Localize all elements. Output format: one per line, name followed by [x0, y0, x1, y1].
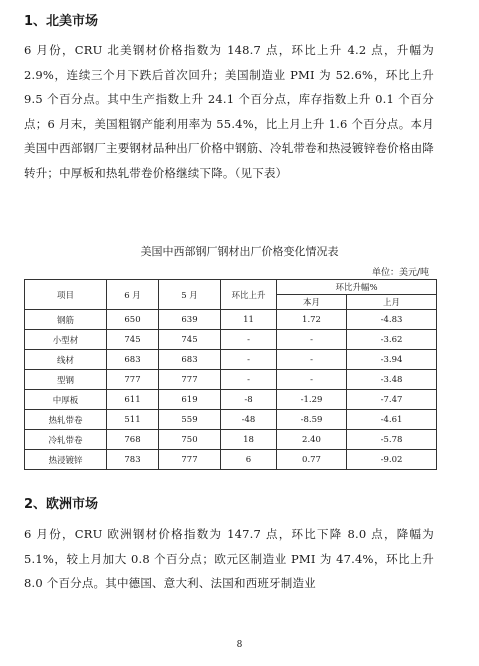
- table-row: [25, 450, 437, 470]
- table-cell: -48: [221, 410, 277, 430]
- table-cell: -: [221, 370, 277, 390]
- table-cell: 745: [159, 330, 221, 350]
- table-cell: -7.47: [347, 390, 437, 410]
- table-cell: -: [277, 370, 347, 390]
- table-cell: 线材: [25, 350, 107, 370]
- table-cell: 559: [159, 410, 221, 430]
- table-cell: -3.94: [347, 350, 437, 370]
- table-cell: 1.72: [277, 310, 347, 330]
- table-cell: 中厚板: [25, 390, 107, 410]
- table-cell: 2.40: [277, 430, 347, 450]
- table-row: [25, 350, 437, 370]
- table-cell: 750: [159, 430, 221, 450]
- table-cell: 745: [107, 330, 159, 350]
- table-cell: -: [221, 350, 277, 370]
- col-header-june: 6 月: [107, 280, 159, 310]
- table-cell: 683: [107, 350, 159, 370]
- col-header-rise: 环比上升: [221, 280, 277, 310]
- table-cell: -3.48: [347, 370, 437, 390]
- table-cell: -8: [221, 390, 277, 410]
- table-cell: 11: [221, 310, 277, 330]
- table-unit: 单位：美元/吨: [371, 268, 429, 278]
- table-row: [25, 430, 437, 450]
- table-cell: 768: [107, 430, 159, 450]
- paragraph: 6 月份，CRU 欧洲钢材价格指数为 147.7 点，环比下降 8.0 点，降幅为 5.1%，较上月加大 0.8 个百分点；欧元区制造业 PMI 为 47.4%，环比上升 8.0 个百分点。其中德国、意大利、法国和西班牙制造业: [24, 527, 434, 590]
- table-row: [25, 410, 437, 430]
- col-header-may: 5 月: [159, 280, 221, 310]
- table-cell: -1.29: [277, 390, 347, 410]
- table-cell: 650: [107, 310, 159, 330]
- table-cell: 683: [159, 350, 221, 370]
- col-header-last-month: 上月: [347, 295, 437, 310]
- section-heading: 2、欧洲市场: [24, 497, 99, 512]
- table-cell: 型钢: [25, 370, 107, 390]
- table-row: [25, 330, 437, 350]
- col-header-item: 项目: [25, 280, 107, 310]
- table-cell: -8.59: [277, 410, 347, 430]
- table-cell: 611: [107, 390, 159, 410]
- table-cell: -4.83: [347, 310, 437, 330]
- table-cell: -: [277, 330, 347, 350]
- table-row: [25, 390, 437, 410]
- price-table: [24, 279, 437, 470]
- table-cell: -4.61: [347, 410, 437, 430]
- table-cell: 钢筋: [25, 310, 107, 330]
- table-cell: -: [221, 330, 277, 350]
- table-cell: -3.62: [347, 330, 437, 350]
- table-cell: 783: [107, 450, 159, 470]
- table-cell: 热浸镀锌: [25, 450, 107, 470]
- table-cell: -9.02: [347, 450, 437, 470]
- table-cell: 639: [159, 310, 221, 330]
- table-cell: 6: [221, 450, 277, 470]
- table-cell: 511: [107, 410, 159, 430]
- table-row: [25, 310, 437, 330]
- table-cell: 0.77: [277, 450, 347, 470]
- table-cell: 777: [159, 370, 221, 390]
- page-number: 8: [236, 640, 243, 650]
- section-heading: 1、北美市场: [24, 14, 99, 29]
- table-cell: -5.78: [347, 430, 437, 450]
- table-cell: 777: [159, 450, 221, 470]
- table-cell: 777: [107, 370, 159, 390]
- table-cell: 619: [159, 390, 221, 410]
- table-cell: 冷轧带卷: [25, 430, 107, 450]
- table-title: 美国中西部钢厂钢材出厂价格变化情况表: [140, 245, 339, 258]
- table-cell: 热轧带卷: [25, 410, 107, 430]
- table-cell: 18: [221, 430, 277, 450]
- paragraph: 6 月份，CRU 北美钢材价格指数为 148.7 点，环比上升 4.2 点，升幅为 2.9%，连续三个月下跌后首次回升；美国制造业 PMI 为 52.6%，环比上升 9.5 个百分点。其中生产指数上升 24.1 个百分点，库存指数上升 0.1 个百分点；6 月末，美国粗钢产能利用率为 55.4%，比上月上升 1.6 个百分点。本月美国中西部钢厂主要钢材品种出厂价格中钢筋、冷轧带卷和热浸镀锌卷价格由降转升；中厚板和热轧带卷价格继续下降。（见下表）: [24, 43, 434, 180]
- col-header-pct: 环比升幅%: [277, 280, 437, 295]
- table-cell: 小型材: [25, 330, 107, 350]
- table-cell: -: [277, 350, 347, 370]
- table-row: [25, 370, 437, 390]
- col-header-this-month: 本月: [277, 295, 347, 310]
